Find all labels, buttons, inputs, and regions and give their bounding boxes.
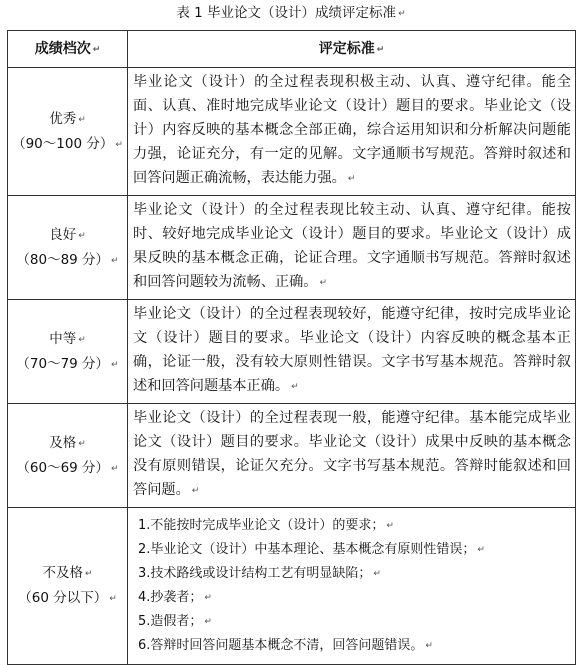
- grade-name-text: 及格: [49, 434, 77, 451]
- grade-name: [8, 107, 127, 132]
- list-item: [138, 514, 569, 538]
- grade-range-text: （60～69 分）: [16, 459, 110, 476]
- paragraph-mark-icon: ↵: [111, 255, 119, 266]
- criteria-text: 毕业论文（设计）的全过程表现比较主动、认真、遵守纪律。能按时、较好地完成毕业论文（设计）题目的要求。毕业论文（设计）成果反映的基本概念正确，论证合理。文字通顺书写规范。答辩时叙述和回答问题较为流畅、正确。: [133, 202, 571, 290]
- paragraph-mark-icon: ↵: [92, 44, 101, 55]
- grade-name-text: 优秀: [49, 110, 77, 127]
- grade-cell: [8, 508, 128, 665]
- list-item-text: 1.不能按时完成毕业论文（设计）的要求；: [138, 518, 385, 533]
- grading-standards-table: [7, 30, 576, 665]
- paragraph-mark-icon: ↵: [109, 594, 117, 604]
- list-item: [138, 610, 569, 634]
- criteria-text: 毕业论文（设计）的全过程表现一般，能遵守纪律。基本能完成毕业论文（设计）题目的要求。毕业论文（设计）成果中反映的基本概念没有原则错误，论证欠充分。文字书写基本规范。答辩时能叙述和回答问题。: [133, 410, 571, 498]
- grade-range: [8, 132, 127, 157]
- table-row: [8, 196, 576, 300]
- paragraph-mark-icon: ↵: [398, 9, 406, 19]
- paragraph-mark-icon: ↵: [191, 486, 200, 496]
- paragraph-mark-icon: ↵: [115, 139, 123, 150]
- criteria-text: 毕业论文（设计）的全过程表现较好，能遵守纪律，按时完成毕业论文（设计）题目的要求。毕业论文（设计）内容反映的概念基本正确，论证一般，没有较大原则性错误。文字书写基本规范。答辩时叙述和回答问题基本正确。: [133, 306, 571, 394]
- table-row: [8, 300, 576, 404]
- list-item-text: 6.答辩时回答问题基本概念不清，回答问题错误。: [138, 638, 424, 653]
- list-item-text: 3.技术路线或设计结构工艺有明显缺陷；: [138, 566, 372, 581]
- list-item: [138, 538, 569, 562]
- grade-name-text: 中等: [49, 330, 77, 347]
- paragraph-mark-icon: ↵: [111, 463, 119, 474]
- header-grade-cell: [8, 31, 128, 68]
- table-row: [8, 404, 576, 508]
- header-criteria-label: 评定标准: [318, 40, 375, 57]
- header-grade-label: 成绩档次: [34, 40, 91, 57]
- paragraph-mark-icon: ↵: [373, 569, 381, 579]
- criteria-cell: [128, 508, 576, 665]
- paragraph-mark-icon: ↵: [78, 114, 86, 125]
- paragraph-mark-icon: ↵: [78, 334, 86, 345]
- paragraph-mark-icon: ↵: [204, 593, 212, 603]
- criteria-cell: [128, 404, 576, 508]
- list-item: [138, 562, 569, 586]
- paragraph-mark-icon: ↵: [78, 438, 86, 449]
- paragraph-mark-icon: ↵: [84, 569, 93, 579]
- grade-cell: [8, 196, 128, 300]
- grade-range: [8, 352, 127, 377]
- paragraph-mark-icon: ↵: [204, 617, 212, 627]
- grade-cell: [8, 68, 128, 196]
- list-item-text: 4.抄袭者；: [138, 590, 203, 605]
- grade-range-text: （70～79 分）: [16, 355, 110, 372]
- grade-name: [8, 327, 127, 352]
- criteria-cell: [128, 68, 576, 196]
- grade-name: [8, 561, 127, 586]
- grade-range: [8, 456, 127, 481]
- grade-range-text: （60 分以下）: [18, 590, 108, 606]
- header-criteria-cell: [128, 31, 576, 68]
- grade-cell: [8, 404, 128, 508]
- criteria-cell: [128, 300, 576, 404]
- grade-range: [8, 586, 127, 611]
- grade-cell: [8, 300, 128, 404]
- table-caption: [0, 4, 582, 23]
- paragraph-mark-icon: ↵: [386, 521, 394, 531]
- paragraph-mark-icon: ↵: [477, 545, 485, 555]
- paragraph-mark-icon: ↵: [291, 382, 299, 392]
- paragraph-mark-icon: ↵: [78, 230, 86, 241]
- caption-text: 表 1 毕业论文（设计）成绩评定标准: [176, 5, 397, 21]
- paragraph-mark-icon: ↵: [376, 44, 385, 55]
- criteria-text: 毕业论文（设计）的全过程表现积极主动、认真、遵守纪律。能全面、认真、准时地完成毕业论文（设计）题目的要求。毕业论文（设计）内容反映的基本概念全部正确，综合运用知识和分析解决问题能力强，论证充分，有一定的见解。文字通顺书写规范。答辩时叙述和回答问题正确流畅，表达能力强。: [133, 74, 571, 186]
- table-row-fail: [8, 508, 576, 665]
- grade-name: [8, 223, 127, 248]
- grade-name-text: 不及格: [42, 565, 83, 581]
- list-item-text: 2.毕业论文（设计）中基本理论、基本概念有原则性错误；: [138, 542, 476, 557]
- paragraph-mark-icon: ↵: [347, 174, 356, 184]
- paragraph-mark-icon: ↵: [319, 278, 327, 288]
- criteria-cell: [128, 196, 576, 300]
- paragraph-mark-icon: ↵: [111, 359, 119, 370]
- grade-range-text: （90～100 分）: [12, 135, 114, 152]
- grade-range-text: （80～89 分）: [16, 251, 110, 268]
- list-item: [138, 586, 569, 610]
- paragraph-mark-icon: ↵: [425, 641, 433, 651]
- grade-range: [8, 248, 127, 273]
- grade-name: [8, 431, 127, 456]
- list-item-text: 5.造假者；: [138, 614, 203, 629]
- grade-name-text: 良好: [49, 226, 77, 243]
- table-row: [8, 68, 576, 196]
- list-item: [138, 634, 569, 658]
- header-row: [8, 31, 576, 68]
